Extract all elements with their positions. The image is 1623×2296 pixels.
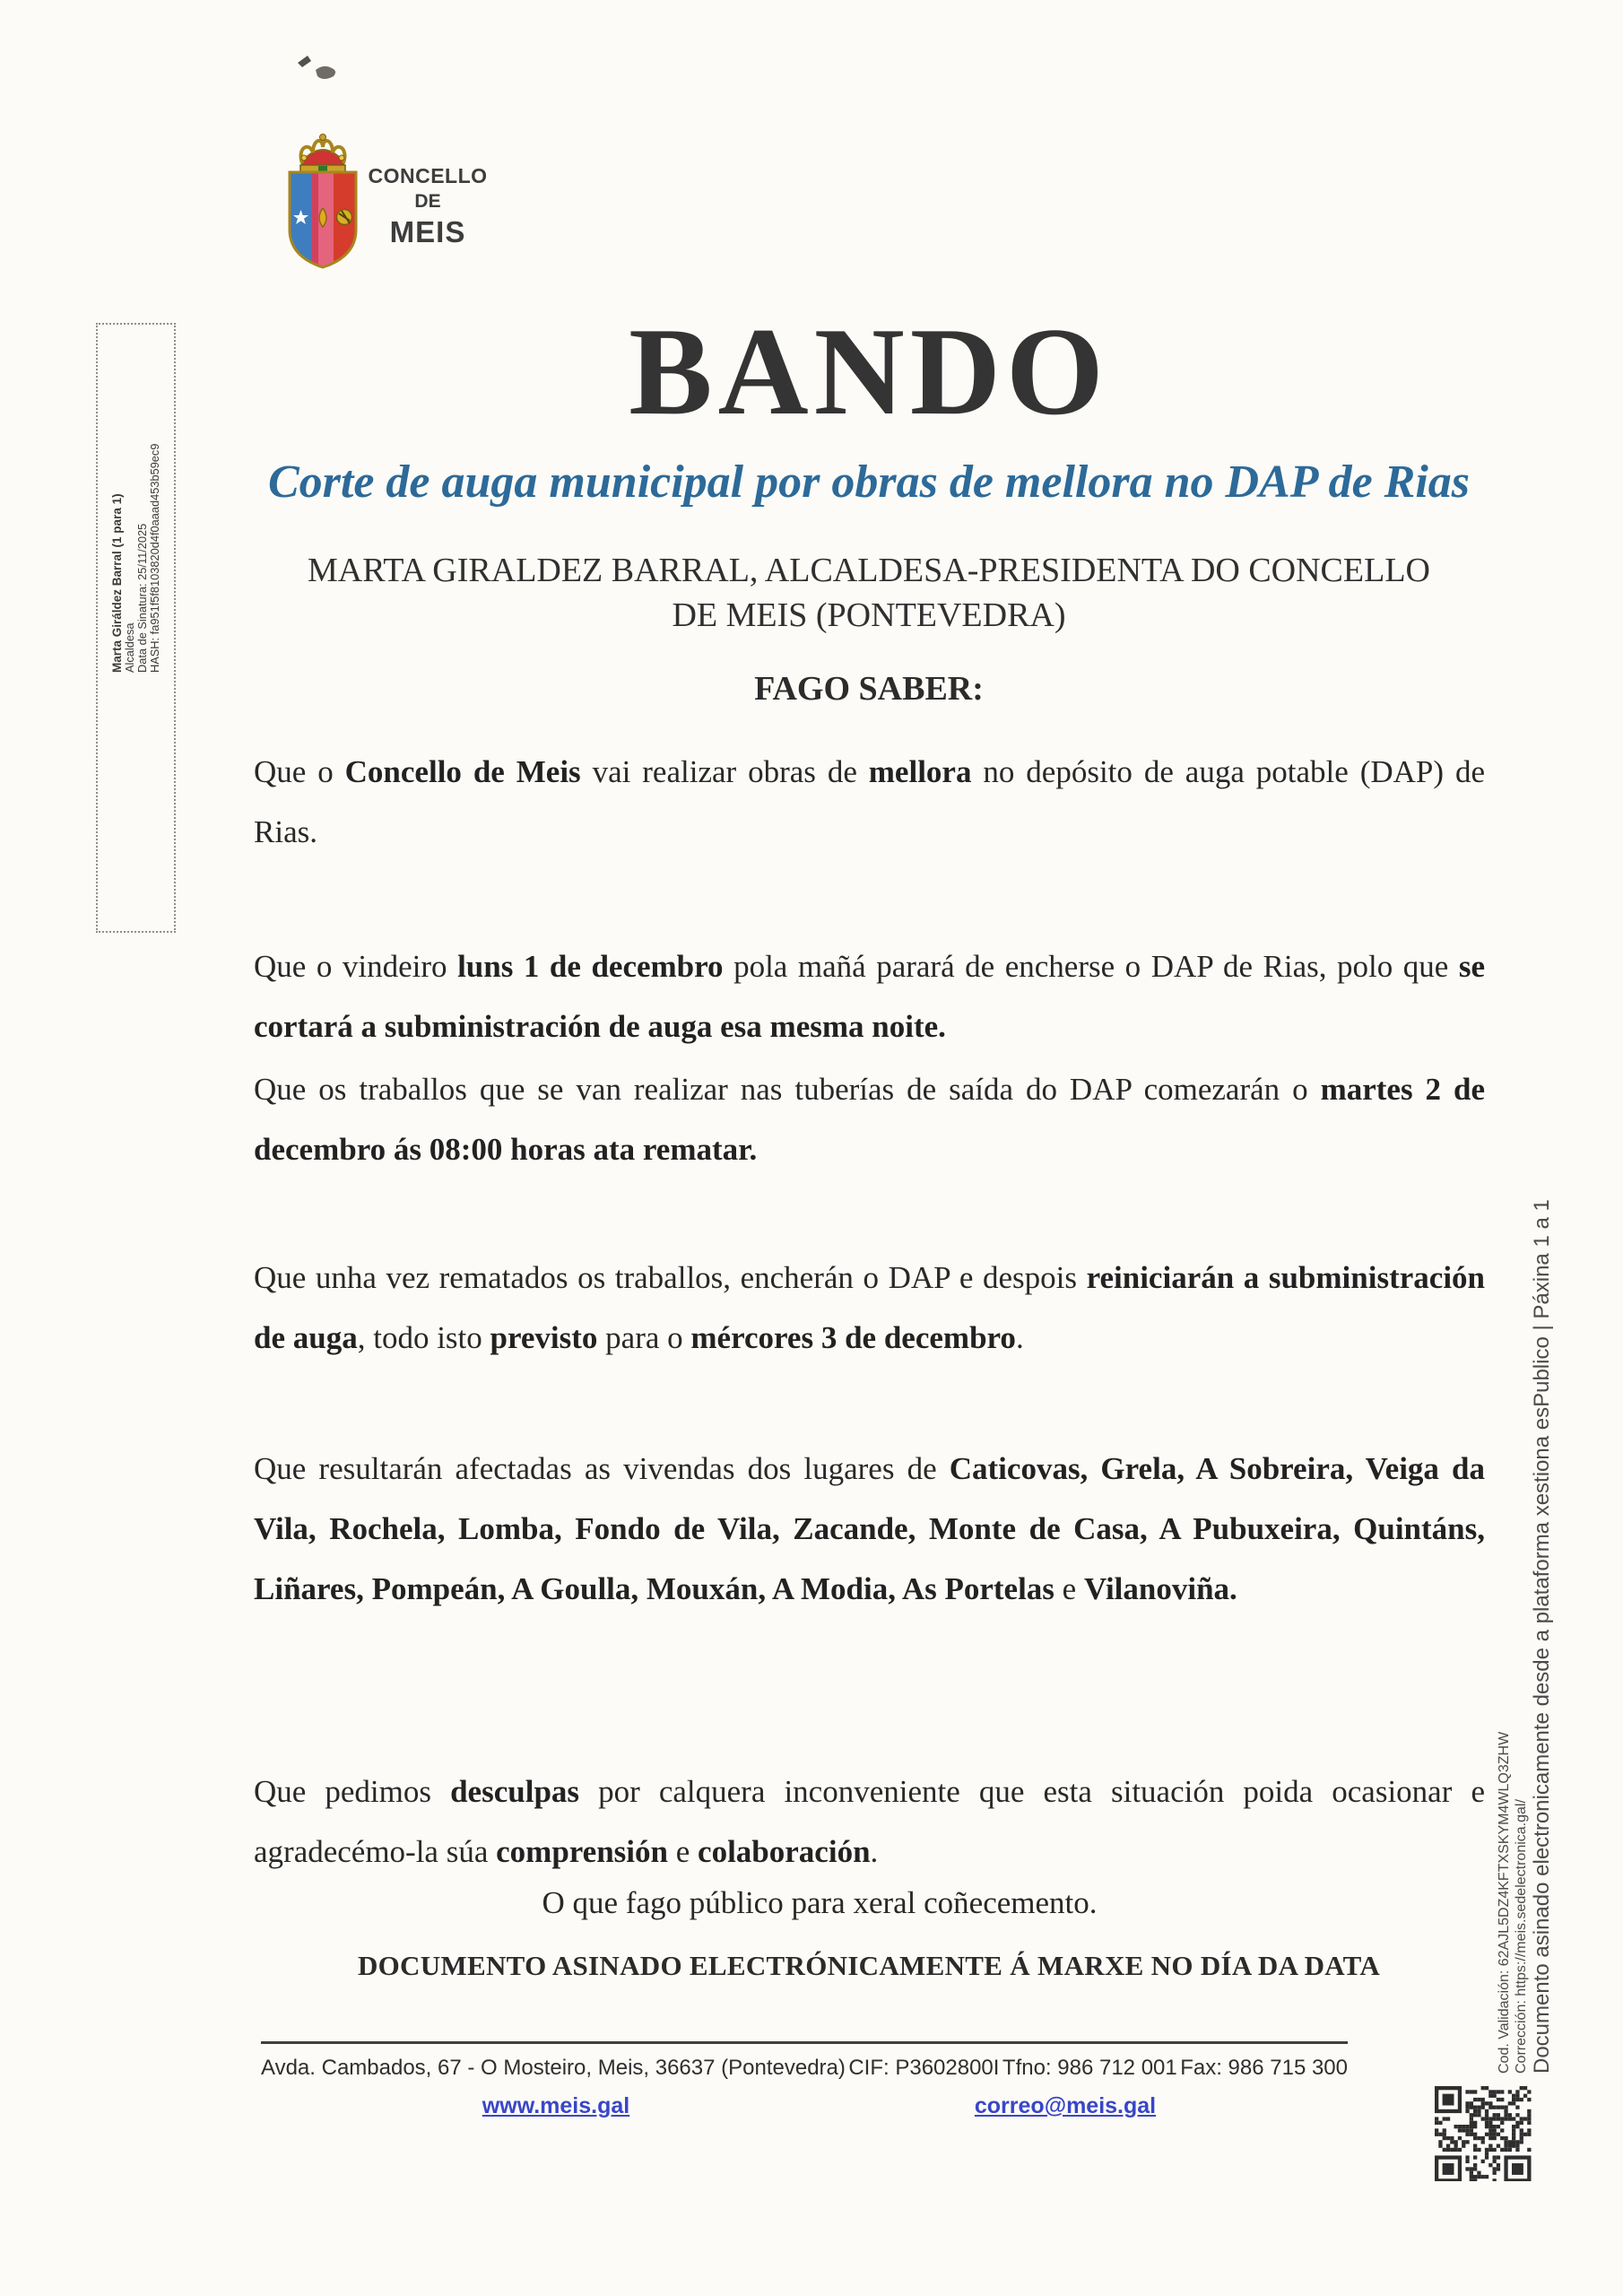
subtitle: Corte de auga municipal por obras de mellora no DAP de Rias: [267, 457, 1471, 508]
signature-margin-box: [96, 323, 176, 933]
qr-code: [1435, 2086, 1532, 2181]
website-link[interactable]: www.meis.gal: [482, 2093, 630, 2118]
issuer-line-2: DE MEIS (PONTEVEDRA): [672, 596, 1066, 634]
logo-text-de: DE: [414, 191, 441, 212]
logo-text-meis: MEIS: [389, 215, 466, 248]
coat-of-arms-icon: [282, 131, 363, 274]
issuer-line-1: MARTA GIRALDEZ BARRAL, ALCALDESA-PRESIDENTA DO CONCELLO: [308, 552, 1430, 589]
signature-rotated-text: Marta Giráldez Barral (1 para 1) Alcaldesa Data de Sinatura: 25/11/2025 HASH: fa951f5f8103820d4f0aaad453b59ec9: [110, 443, 161, 673]
email-link[interactable]: correo@meis.gal: [974, 2093, 1157, 2118]
closing-line: O que fago público para xeral coñecemento.: [542, 1885, 1098, 1920]
ink-smudge: [289, 45, 360, 90]
electronic-signature-note: DOCUMENTO ASINADO ELECTRÓNICAMENTE Á MARXE NO DÍA DA DATA: [357, 1950, 1381, 1981]
concello-meis-logo: [282, 131, 498, 283]
body-paragraph-3: Que os traballos que se van realizar nas tuberías de saída do DAP comezarán o martes 2 de decembro ás 08:00 horas ata rematar.: [254, 1072, 1485, 1167]
body-paragraph-2: Que o vindeiro luns 1 de decembro pola mañá parará de encherse o DAP de Rias, polo que se cortará a subministración de auga esa mesma noite.: [254, 949, 1486, 1044]
body-paragraph-6: Que pedimos desculpas por calquera inconveniente que esta situación poida ocasionar e agradecémo-la súa comprensión e colaboración.: [254, 1774, 1485, 1869]
page-title: BANDO: [629, 302, 1109, 441]
logo-text-concello: CONCELLO: [368, 164, 488, 187]
body-paragraph-4: Que unha vez rematados os traballos, encherán o DAP e despois reiniciarán a subministración de auga, todo isto previsto para o mércores 3 de decembro.: [254, 1260, 1486, 1355]
footer-divider: [261, 2041, 1348, 2044]
body-paragraph-5: Que resultarán afectadas as vivendas dos lugares de Caticovas, Grela, A Sobreira, Veiga da Vila, Rochela, Lomba, Fondo de Vila, Zacande, Monte de Casa, A Pubuxeira, Quintáns, Liñares, Pompeán, A Goulla, Mouxán, A Modia, As Portelas e Vilanoviña.: [254, 1451, 1486, 1606]
proclamation-heading: FAGO SABER:: [754, 670, 984, 708]
body-paragraph-1: Que o Concello de Meis vai realizar obras de mellora no depósito de auga potable (DAP) de Rias.: [254, 754, 1485, 849]
footer-contact-line: Avda. Cambados, 67 - O Mosteiro, Meis, 36637 (Pontevedra) CIF: P3602800I Tfno: 986 712 001 Fax: 986 715 300: [261, 2056, 1348, 2080]
validation-sidebar: Cod. Validación: 62AJL5DZ4KFTXSKYM4WLQ3ZHW Corrección: https://meis.sedelectronica.gal/ Documento asinado electronicamente desde a plataforma xestiona esPublico | Páxina 1 a 1: [1497, 1199, 1554, 2074]
